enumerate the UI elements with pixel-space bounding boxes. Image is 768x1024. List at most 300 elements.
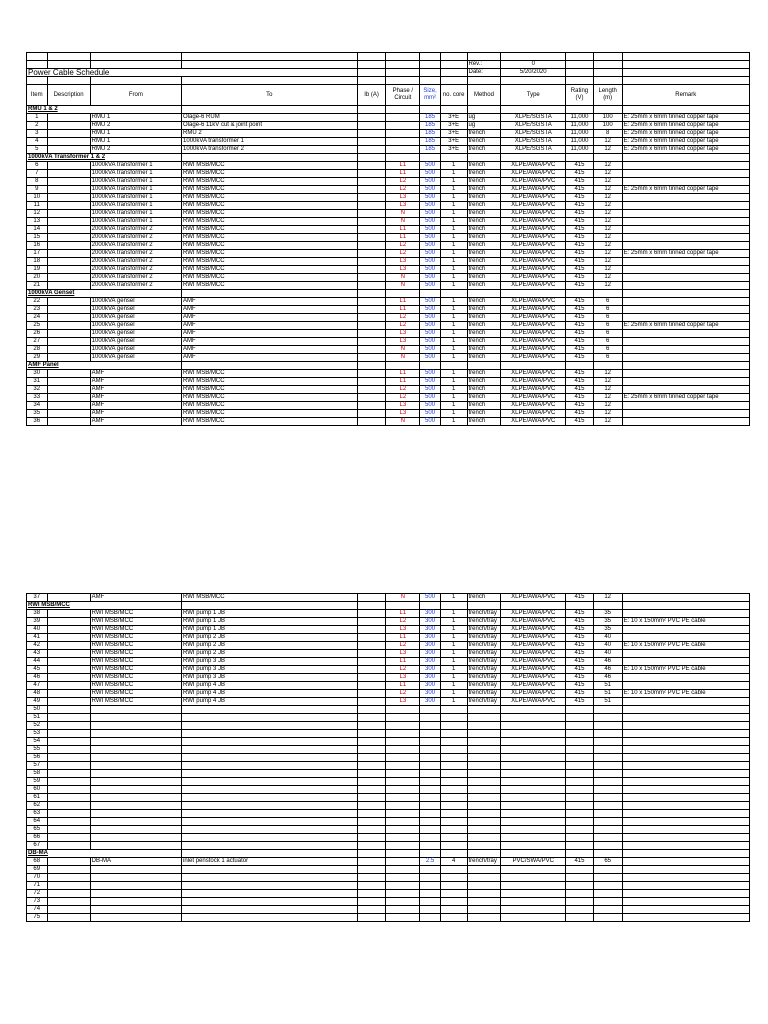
method-cell: trench [467, 594, 501, 602]
item-cell: 18 [27, 258, 48, 266]
remark-cell [622, 242, 749, 250]
description-cell [47, 682, 90, 690]
ib-cell [357, 314, 386, 322]
item-cell: 40 [27, 626, 48, 634]
to-cell: RWI pump 1 JB [182, 626, 358, 634]
ib-cell [357, 674, 386, 682]
remark-cell: E: 25mm x 6mm tinned copper tape [622, 250, 749, 258]
item-cell: 61 [27, 794, 48, 802]
size-cell: 500 [420, 234, 441, 242]
remark-cell [622, 418, 749, 426]
ib-cell [357, 418, 386, 426]
phase-cell: N [386, 274, 420, 282]
rating-cell [566, 906, 594, 914]
description-cell [47, 266, 90, 274]
core-cell: 1 [440, 346, 467, 354]
size-cell [420, 898, 441, 906]
phase-cell [386, 882, 420, 890]
to-cell: RWI MSB/MCC [182, 410, 358, 418]
phase-cell: L3 [386, 194, 420, 202]
item-cell: 65 [27, 826, 48, 834]
rating-cell [566, 714, 594, 722]
type-cell: XLPE/AWA/PVC [501, 690, 566, 698]
rating-cell [566, 746, 594, 754]
to-cell: Olage-6 11kV cut & joint point [182, 122, 358, 130]
table-row [27, 346, 750, 354]
size-cell [420, 810, 441, 818]
item-cell: 37 [27, 594, 48, 602]
size-cell: 300 [420, 626, 441, 634]
to-cell: RWI pump 2 JB [182, 642, 358, 650]
description-cell [47, 346, 90, 354]
rev-value: 0 [501, 61, 566, 69]
description-cell [47, 250, 90, 258]
length-cell: 6 [593, 330, 622, 338]
item-cell: 5 [27, 146, 48, 154]
phase-cell: L3 [386, 626, 420, 634]
description-cell [47, 642, 90, 650]
type-cell: XLPE/AWA/PVC [501, 394, 566, 402]
type-cell [501, 786, 566, 794]
rating-cell [566, 794, 594, 802]
to-cell: RWI pump 1 JB [182, 618, 358, 626]
type-cell: XLPE/AWA/PVC [501, 666, 566, 674]
to-cell [182, 906, 358, 914]
type-cell: XLPE/AWA/PVC [501, 226, 566, 234]
length-cell: 6 [593, 346, 622, 354]
type-cell: XLPE/AWA/PVC [501, 626, 566, 634]
table-row [27, 682, 750, 690]
to-cell: RWI MSB/MCC [182, 394, 358, 402]
length-cell [593, 754, 622, 762]
description-cell [47, 722, 90, 730]
to-cell: RWI MSB/MCC [182, 250, 358, 258]
phase-cell [386, 114, 420, 122]
size-cell: 500 [420, 410, 441, 418]
table-row [27, 778, 750, 786]
from-cell [90, 786, 181, 794]
to-cell [182, 762, 358, 770]
length-cell: 51 [593, 698, 622, 706]
core-cell: 1 [440, 698, 467, 706]
remark-cell [622, 834, 749, 842]
method-cell: trench [467, 202, 501, 210]
length-cell: 12 [593, 234, 622, 242]
table-row [27, 394, 750, 402]
item-cell: 21 [27, 282, 48, 290]
from-cell: RWI MSB/MCC [90, 610, 181, 618]
method-cell: trench [467, 298, 501, 306]
to-cell: AMF [182, 298, 358, 306]
table-row [27, 410, 750, 418]
core-cell [440, 786, 467, 794]
from-cell: 1000kVA transformer 1 [90, 170, 181, 178]
ib-cell [357, 234, 386, 242]
from-cell: AMF [90, 410, 181, 418]
from-cell [90, 810, 181, 818]
type-cell [501, 762, 566, 770]
method-cell [467, 754, 501, 762]
from-cell [90, 706, 181, 714]
to-cell: RWI pump 2 JB [182, 650, 358, 658]
method-cell [467, 778, 501, 786]
item-cell: 27 [27, 338, 48, 346]
phase-cell: L3 [386, 258, 420, 266]
item-cell: 71 [27, 882, 48, 890]
from-cell [90, 890, 181, 898]
to-cell [182, 826, 358, 834]
to-cell [182, 738, 358, 746]
rating-cell: 415 [566, 258, 594, 266]
core-cell: 1 [440, 674, 467, 682]
table-row [27, 282, 750, 290]
size-cell: 500 [420, 282, 441, 290]
remark-cell [622, 314, 749, 322]
description-cell [47, 914, 90, 922]
method-cell [467, 874, 501, 882]
core-cell [440, 906, 467, 914]
length-cell: 51 [593, 690, 622, 698]
to-cell [182, 882, 358, 890]
description-cell [47, 802, 90, 810]
ib-cell [357, 818, 386, 826]
table-row [27, 194, 750, 202]
remark-cell [622, 298, 749, 306]
rating-cell [566, 738, 594, 746]
remark-cell [622, 762, 749, 770]
size-cell: 500 [420, 306, 441, 314]
size-cell: 500 [420, 370, 441, 378]
description-cell [47, 706, 90, 714]
type-cell: XLPE/AWA/PVC [501, 330, 566, 338]
col-ib: Ib (A) [357, 85, 386, 106]
phase-cell [386, 898, 420, 906]
description-cell [47, 658, 90, 666]
ib-cell [357, 842, 386, 850]
description-cell [47, 610, 90, 618]
remark-cell [622, 386, 749, 394]
section-header [27, 106, 750, 114]
table-row [27, 770, 750, 778]
size-cell [420, 722, 441, 730]
length-cell: 46 [593, 658, 622, 666]
size-cell [420, 754, 441, 762]
method-cell: trench/tray [467, 698, 501, 706]
table-row [27, 418, 750, 426]
description-cell [47, 594, 90, 602]
size-cell [420, 762, 441, 770]
length-cell [593, 842, 622, 850]
length-cell: 12 [593, 282, 622, 290]
core-cell: 3+E [440, 130, 467, 138]
to-cell: RWI MSB/MCC [182, 210, 358, 218]
phase-cell: L2 [386, 386, 420, 394]
remark-cell [622, 858, 749, 866]
type-cell: XLPE/AWA/PVC [501, 266, 566, 274]
item-cell: 34 [27, 402, 48, 410]
method-cell [467, 818, 501, 826]
ib-cell [357, 114, 386, 122]
to-cell: RWI MSB/MCC [182, 402, 358, 410]
to-cell: AMF [182, 338, 358, 346]
to-cell [182, 746, 358, 754]
method-cell: trench [467, 250, 501, 258]
core-cell: 1 [440, 370, 467, 378]
method-cell [467, 714, 501, 722]
description-cell [47, 890, 90, 898]
description-cell [47, 674, 90, 682]
type-cell: XLPE/AWA/PVC [501, 682, 566, 690]
description-cell [47, 858, 90, 866]
description-cell [47, 746, 90, 754]
length-cell: 35 [593, 610, 622, 618]
phase-cell: N [386, 210, 420, 218]
rating-cell [566, 706, 594, 714]
core-cell: 1 [440, 330, 467, 338]
page-title: Power Cable Schedule [27, 69, 358, 77]
description-cell [47, 386, 90, 394]
from-cell: RWI MSB/MCC [90, 650, 181, 658]
table-row [27, 738, 750, 746]
rating-cell: 415 [566, 682, 594, 690]
remark-cell: E: 25mm x 6mm tinned copper tape [622, 322, 749, 330]
size-cell: 300 [420, 682, 441, 690]
to-cell: RWI pump 4 JB [182, 682, 358, 690]
size-cell: 500 [420, 418, 441, 426]
description-cell [47, 370, 90, 378]
rating-cell: 11,000 [566, 138, 594, 146]
table-row [27, 762, 750, 770]
remark-cell [622, 882, 749, 890]
remark-cell [622, 730, 749, 738]
type-cell: XLPE/AWA/PVC [501, 610, 566, 618]
item-cell: 29 [27, 354, 48, 362]
description-cell [47, 394, 90, 402]
rating-cell: 415 [566, 330, 594, 338]
type-cell: PVC/SWA/PVC [501, 858, 566, 866]
length-cell [593, 778, 622, 786]
to-cell: RWI pump 3 JB [182, 658, 358, 666]
to-cell [182, 802, 358, 810]
type-cell: XLPE/AWA/PVC [501, 338, 566, 346]
item-cell: 64 [27, 818, 48, 826]
remark-cell [622, 842, 749, 850]
rating-cell [566, 874, 594, 882]
table-row [27, 266, 750, 274]
rating-cell [566, 890, 594, 898]
description-cell [47, 282, 90, 290]
size-cell [420, 874, 441, 882]
from-cell: RWI MSB/MCC [90, 642, 181, 650]
description-cell [47, 330, 90, 338]
type-cell [501, 810, 566, 818]
size-cell [420, 890, 441, 898]
length-cell: 12 [593, 146, 622, 154]
method-cell [467, 706, 501, 714]
description-cell [47, 186, 90, 194]
method-cell [467, 834, 501, 842]
from-cell [90, 762, 181, 770]
ib-cell [357, 794, 386, 802]
table-row [27, 898, 750, 906]
size-cell [420, 714, 441, 722]
from-cell: AMF [90, 394, 181, 402]
description-cell [47, 738, 90, 746]
core-cell [440, 762, 467, 770]
item-cell: 66 [27, 834, 48, 842]
from-cell: RWI MSB/MCC [90, 634, 181, 642]
to-cell [182, 842, 358, 850]
table-row [27, 706, 750, 714]
from-cell: AMF [90, 378, 181, 386]
rating-cell: 415 [566, 650, 594, 658]
from-cell: 1000kVA gensel [90, 346, 181, 354]
size-cell: 500 [420, 354, 441, 362]
from-cell [90, 730, 181, 738]
table-row [27, 178, 750, 186]
core-cell: 1 [440, 210, 467, 218]
length-cell: 6 [593, 354, 622, 362]
method-cell: trench/tray [467, 658, 501, 666]
section-title: 1000kVA Genset [27, 290, 91, 298]
phase-cell [386, 890, 420, 898]
core-cell: 1 [440, 194, 467, 202]
ib-cell [357, 258, 386, 266]
section-header [27, 290, 750, 298]
rating-cell [566, 770, 594, 778]
rating-cell: 415 [566, 162, 594, 170]
type-cell: XLPE/AWA/PVC [501, 250, 566, 258]
method-cell: trench/tray [467, 634, 501, 642]
from-cell: RWI MSB/MCC [90, 626, 181, 634]
type-cell [501, 730, 566, 738]
remark-cell: E: 10 x 150mm² PVC PE cable [622, 618, 749, 626]
phase-cell: L1 [386, 634, 420, 642]
from-cell [90, 906, 181, 914]
method-cell [467, 890, 501, 898]
method-cell: trench [467, 226, 501, 234]
section-header [27, 850, 750, 858]
core-cell: 3+E [440, 146, 467, 154]
type-cell: XLPE/SGSTA [501, 130, 566, 138]
from-cell: 1000kVA gensel [90, 314, 181, 322]
size-cell: 185 [420, 130, 441, 138]
length-cell: 12 [593, 186, 622, 194]
phase-cell: L2 [386, 394, 420, 402]
length-cell: 12 [593, 378, 622, 386]
phase-cell: L3 [386, 698, 420, 706]
ib-cell [357, 386, 386, 394]
type-cell: XLPE/SGSTA [501, 114, 566, 122]
table-row [27, 186, 750, 194]
size-cell: 300 [420, 650, 441, 658]
size-cell: 300 [420, 642, 441, 650]
ib-cell [357, 122, 386, 130]
length-cell: 12 [593, 402, 622, 410]
core-cell [440, 770, 467, 778]
length-cell: 100 [593, 122, 622, 130]
item-cell: 52 [27, 722, 48, 730]
ib-cell [357, 666, 386, 674]
from-cell [90, 722, 181, 730]
item-cell: 43 [27, 650, 48, 658]
phase-cell [386, 706, 420, 714]
method-cell: trench [467, 242, 501, 250]
length-cell [593, 882, 622, 890]
core-cell: 1 [440, 682, 467, 690]
phase-cell [386, 914, 420, 922]
ib-cell [357, 266, 386, 274]
length-cell [593, 818, 622, 826]
method-cell: trench/tray [467, 626, 501, 634]
description-cell [47, 818, 90, 826]
core-cell: 1 [440, 186, 467, 194]
remark-cell [622, 770, 749, 778]
description-cell [47, 178, 90, 186]
core-cell: 1 [440, 202, 467, 210]
table-row [27, 802, 750, 810]
length-cell: 12 [593, 410, 622, 418]
type-cell: XLPE/AWA/PVC [501, 658, 566, 666]
length-cell [593, 826, 622, 834]
size-cell: 500 [420, 298, 441, 306]
rating-cell: 415 [566, 386, 594, 394]
to-cell: RMU 2 [182, 130, 358, 138]
remark-cell: E: 25mm x 6mm tinned copper tape [622, 138, 749, 146]
method-cell: trench [467, 386, 501, 394]
item-cell: 47 [27, 682, 48, 690]
type-cell: XLPE/AWA/PVC [501, 258, 566, 266]
remark-cell [622, 194, 749, 202]
method-cell: trench [467, 194, 501, 202]
core-cell: 3+E [440, 122, 467, 130]
length-cell: 40 [593, 650, 622, 658]
size-cell: 500 [420, 338, 441, 346]
remark-cell: E: 10 x 150mm² PVC PE cable [622, 642, 749, 650]
description-cell [47, 810, 90, 818]
item-cell: 24 [27, 314, 48, 322]
col-phase: Phase / Circuit [386, 85, 420, 106]
method-cell: trench [467, 370, 501, 378]
phase-cell: L2 [386, 250, 420, 258]
description-cell [47, 402, 90, 410]
core-cell: 4 [440, 858, 467, 866]
remark-cell [622, 234, 749, 242]
size-cell: 300 [420, 698, 441, 706]
length-cell: 12 [593, 250, 622, 258]
ib-cell [357, 786, 386, 794]
rating-cell [566, 914, 594, 922]
size-cell [420, 826, 441, 834]
method-cell [467, 786, 501, 794]
method-cell: trench [467, 138, 501, 146]
size-cell: 500 [420, 378, 441, 386]
table-row [27, 650, 750, 658]
to-cell [182, 834, 358, 842]
type-cell [501, 882, 566, 890]
length-cell: 40 [593, 642, 622, 650]
remark-cell [622, 738, 749, 746]
description-cell [47, 202, 90, 210]
rating-cell [566, 826, 594, 834]
core-cell [440, 706, 467, 714]
method-cell: trench [467, 338, 501, 346]
core-cell: 1 [440, 250, 467, 258]
rating-cell [566, 722, 594, 730]
table-row [27, 170, 750, 178]
col-size: Size, mm² [420, 85, 441, 106]
item-cell: 70 [27, 874, 48, 882]
